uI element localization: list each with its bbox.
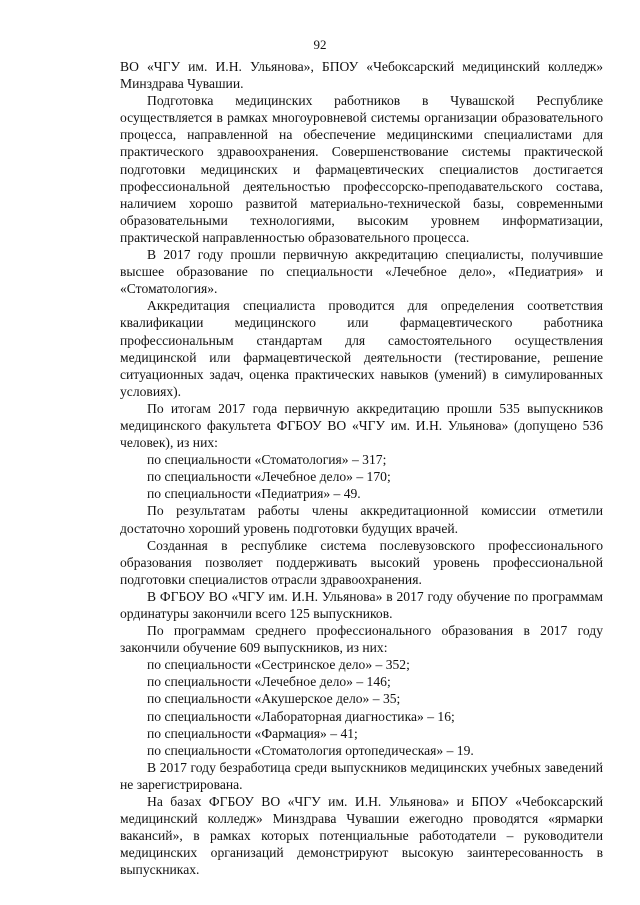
list-item: по специальности «Лабораторная диагностика» – 16; xyxy=(147,708,455,724)
paragraph-accreditation-purpose: Аккредитация специалиста проводится для определения соответствия квалификации медицинского или фармацевтического работника профессиональным стандартам для самостоятельного осуществления медицинской или фармацевтической деятельности (тестирование, решение ситуационных задач, оценка практических навыков (умений) в симулированных условиях). xyxy=(120,298,603,399)
list-item: по специальности «Лечебное дело» – 170; xyxy=(147,469,391,485)
list-item: по специальности «Акушерское дело» – 35; xyxy=(147,691,401,707)
page-body xyxy=(120,58,603,879)
paragraph-job-fairs: На базах ФГБОУ ВО «ЧГУ им. И.Н. Ульянова» и БПОУ «Чебоксарский медицинский колледж» Минздрава Чувашии ежегодно проводятся «ярмарки вакансий», в рамках которых потенциальные работодатели – руководители медицинских организаций демонстрируют высокую заинтересованность в выпускниках. xyxy=(120,794,603,878)
paragraph-residency: В ФГБОУ ВО «ЧГУ им. И.Н. Ульянова» в 2017 году обучение по программам ординатуры закончили всего 125 выпускников. xyxy=(120,588,603,621)
paragraph-training-system: Подготовка медицинских работников в Чувашской Республике осуществляется в рамках многоуровневой системы организации образовательного процесса, направленной на обеспечение медицинскими специалистами для практического здравоохранения. Совершенствование системы практической подготовки медицинских и фармацевтических специалистов достигается профессиональной деятельностью профессорско-преподавательского состава, наличием хорошо развитой материально-технической базы, современными образовательными технологиями, высоким уровнем информатизации, практической направленностью образовательного процесса. xyxy=(120,93,603,245)
list-item: по специальности «Стоматология ортопедическая» – 19. xyxy=(147,742,474,758)
paragraph-continuation: ВО «ЧГУ им. И.Н. Ульянова», БПОУ «Чебоксарский медицинский колледж» Минздрава Чувашии. xyxy=(120,59,603,92)
paragraph-unemployment: В 2017 году безработица среди выпускников медицинских учебных заведений не зарегистрирована. xyxy=(120,759,603,792)
list-item: по специальности «Фармация» – 41; xyxy=(147,725,358,741)
paragraph-secondary-education: По программам среднего профессионального образования в 2017 году закончили обучение 609 выпускников, из них: xyxy=(120,623,603,656)
list-item: по специальности «Педиатрия» – 49. xyxy=(147,486,361,502)
page-number: 92 xyxy=(313,37,327,52)
paragraph-accreditation-2017: В 2017 году прошли первичную аккредитацию специалисты, получившие высшее образование по специальности «Лечебное дело», «Педиатрия» и «Стоматология». xyxy=(120,247,603,297)
list-item: по специальности «Стоматология» – 317; xyxy=(147,452,387,468)
list-item: по специальности «Лечебное дело» – 146; xyxy=(147,674,391,690)
paragraph-commission-results: По результатам работы члены аккредитационной комиссии отметили достаточно хороший уровень подготовки будущих врачей. xyxy=(120,503,603,536)
paragraph-postgraduate-system: Созданная в республике система послевузовского профессионального образования позволяет поддерживать высокий уровень профессиональной подготовки специалистов отрасли здравоохранения. xyxy=(120,537,603,587)
paragraph-accreditation-results: По итогам 2017 года первичную аккредитацию прошли 535 выпускников медицинского факультета ФГБОУ ВО «ЧГУ им. И.Н. Ульянова» (допущено 536 человек), из них: xyxy=(120,400,603,451)
list-item: по специальности «Сестринское дело» – 352; xyxy=(147,657,410,673)
